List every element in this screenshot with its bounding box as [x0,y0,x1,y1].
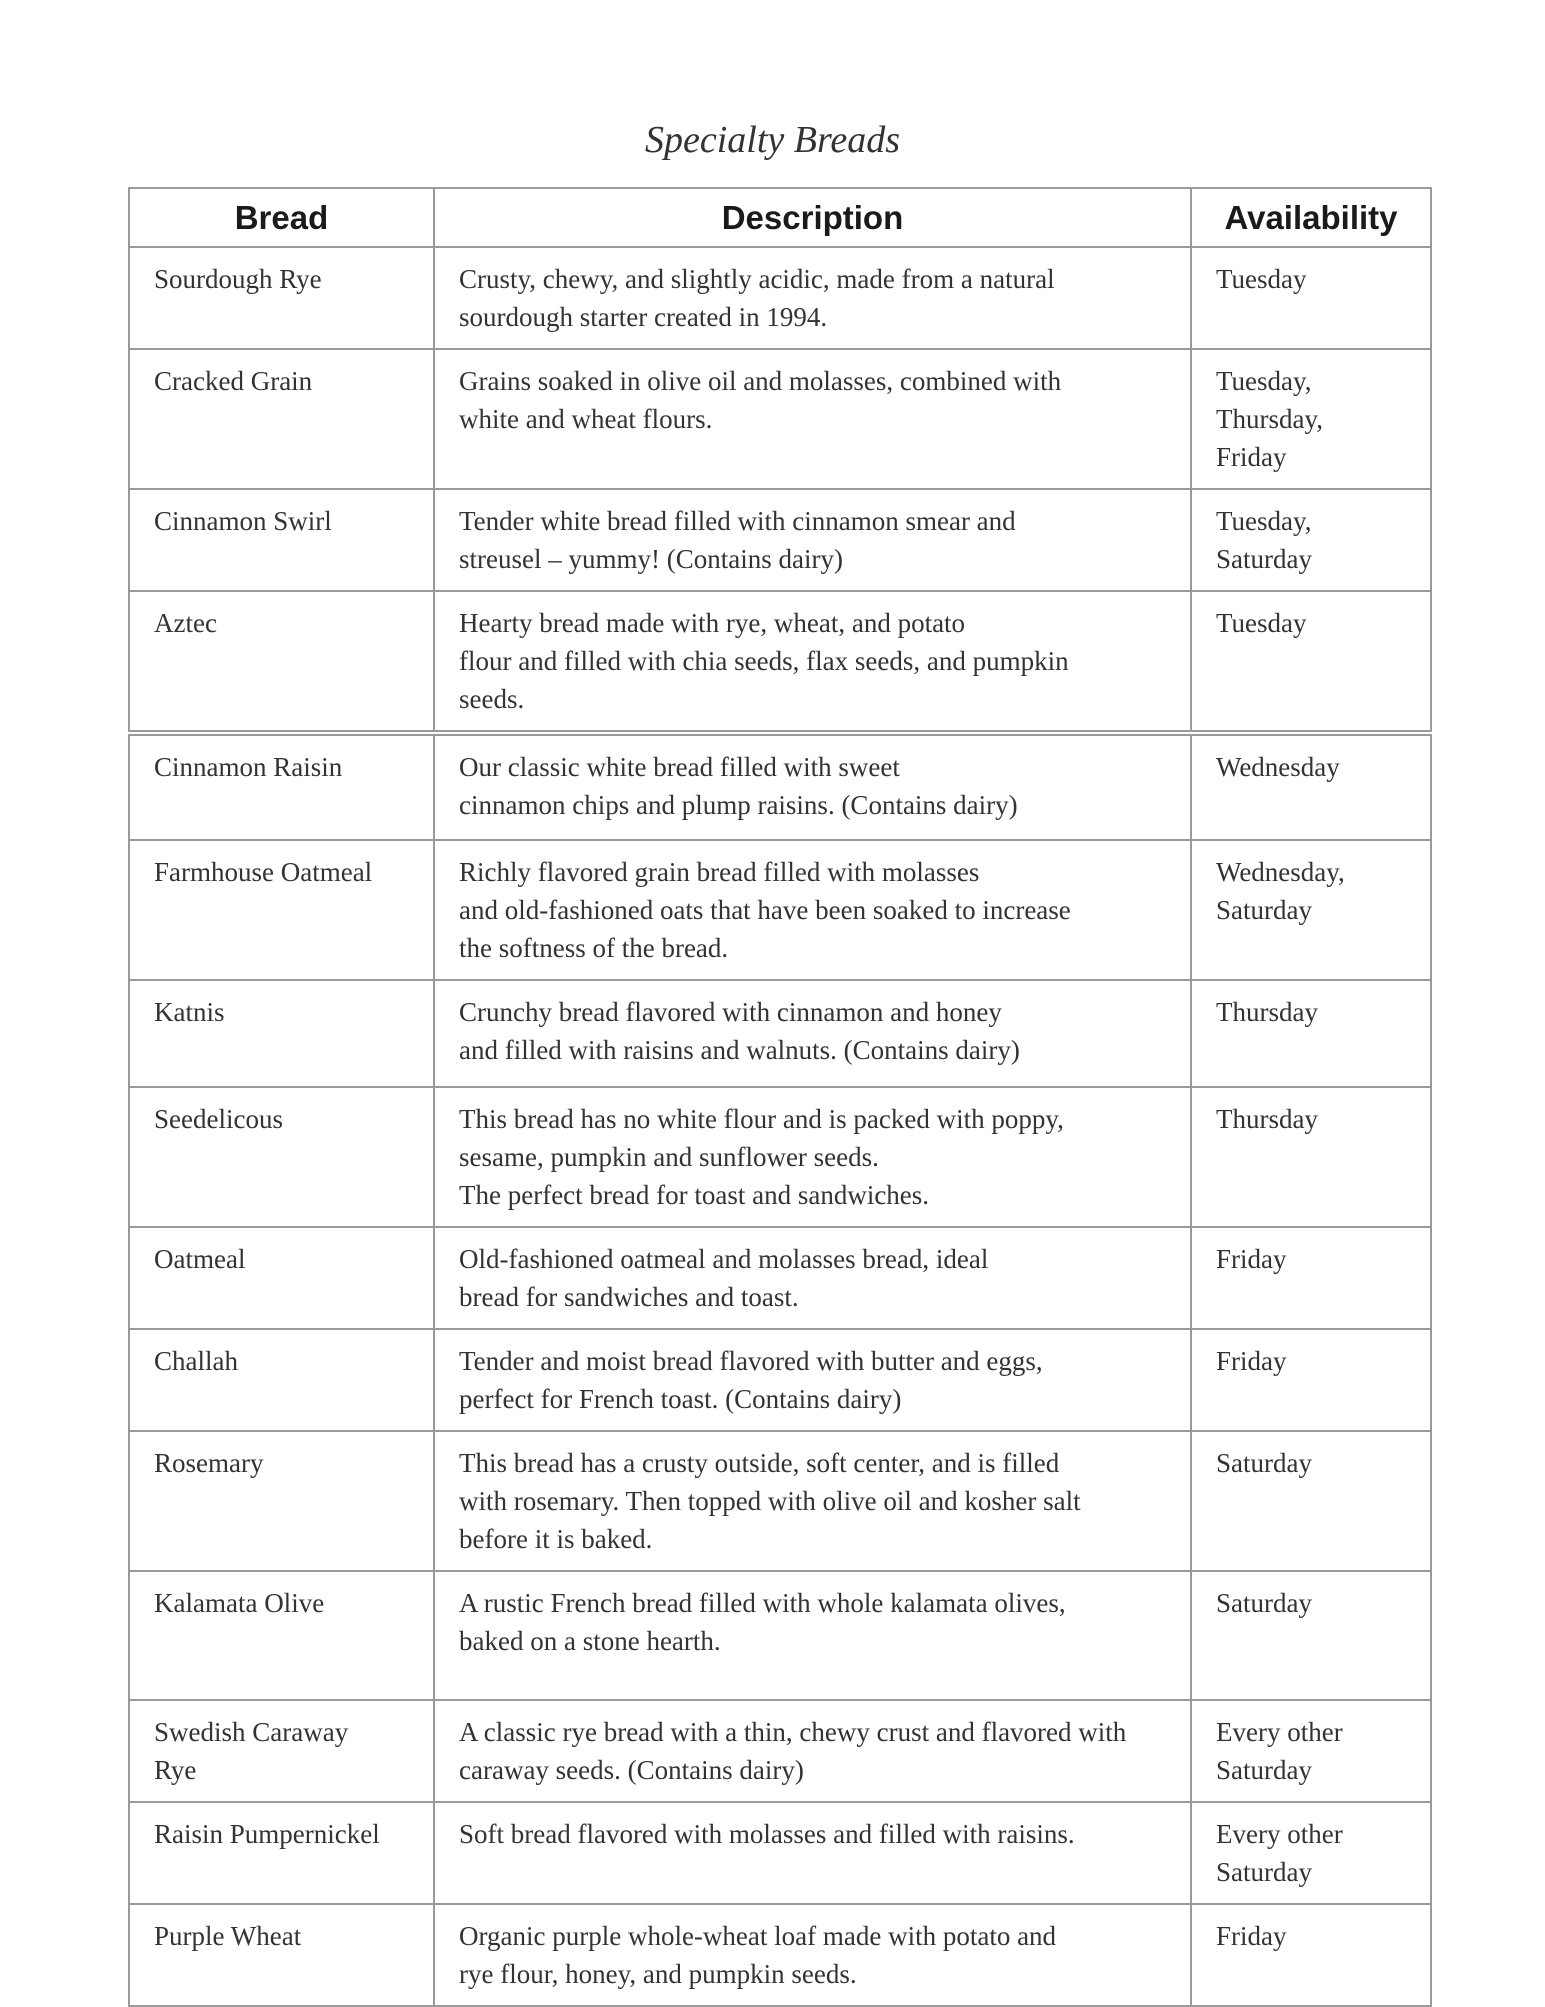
description-line: Organic purple whole-wheat loaf made with potato and [459,1921,1057,1951]
description-line: The perfect bread for toast and sandwiches. [459,1180,930,1210]
bread-name-line: Rosemary [154,1448,264,1478]
availability-line: Every other [1216,1717,1343,1747]
availability-cell [1191,980,1431,1087]
bread-name-line: Sourdough Rye [154,264,322,294]
description-line: Hearty bread made with rye, wheat, and potato [459,608,966,638]
description-line: Tender white bread filled with cinnamon smear and [459,506,1016,536]
bread-name-line: Purple Wheat [154,1921,302,1951]
availability-line: Every other [1216,1819,1343,1849]
availability-line: Saturday [1216,1857,1312,1887]
bread-name-line: Raisin Pumpernickel [154,1819,380,1849]
description-cell [434,489,1191,591]
description-line: the softness of the bread. [459,933,729,963]
bread-name-cell [129,1087,434,1227]
bread-name-line: Aztec [154,608,217,638]
description-line: seeds. [459,684,525,714]
description-line: Our classic white bread filled with sweet [459,752,900,782]
availability-line: Friday [1216,1921,1287,1951]
column-header-availability: Availability [1191,188,1431,247]
availability-line: Wednesday, [1216,857,1345,887]
availability-line: Thursday, [1216,404,1323,434]
description-cell [434,1227,1191,1329]
table-row [129,1227,1431,1329]
table-row [129,591,1431,733]
page-title: Specialty Breads [644,119,900,161]
description-line: and filled with raisins and walnuts. (Contains dairy) [459,1035,1020,1065]
description-line: Soft bread flavored with molasses and filled with raisins. [459,1819,1075,1849]
table-row [129,1431,1431,1571]
availability-cell [1191,1329,1431,1431]
bread-name-line: Challah [154,1346,238,1376]
bread-name-line: Cinnamon Raisin [154,752,343,782]
availability-cell [1191,1700,1431,1802]
description-line: rye flour, honey, and pumpkin seeds. [459,1959,857,1989]
description-line: cinnamon chips and plump raisins. (Contains dairy) [459,790,1018,820]
availability-cell [1191,840,1431,980]
availability-line: Friday [1216,1346,1287,1376]
availability-cell [1191,489,1431,591]
description-line: Crusty, chewy, and slightly acidic, made from a natural [459,264,1055,294]
availability-line: Thursday [1216,1104,1318,1134]
description-line: white and wheat flours. [459,404,713,434]
description-line: with rosemary. Then topped with olive oil and kosher salt [459,1486,1081,1516]
table-row [129,1700,1431,1802]
table-row [129,840,1431,980]
bread-name-cell [129,1571,434,1700]
description-cell [434,247,1191,349]
availability-cell [1191,1904,1431,2006]
availability-cell [1191,1227,1431,1329]
table-row [129,980,1431,1087]
description-line: flour and filled with chia seeds, flax seeds, and pumpkin [459,646,1069,676]
bread-name-cell [129,1904,434,2006]
table-row [129,1087,1431,1227]
description-cell [434,1802,1191,1904]
bread-name-line: Oatmeal [154,1244,246,1274]
availability-line: Tuesday [1216,608,1307,638]
availability-line: Saturday [1216,1448,1312,1478]
description-line: This bread has a crusty outside, soft center, and is filled [459,1448,1060,1478]
availability-cell [1191,1802,1431,1904]
availability-line: Saturday [1216,544,1312,574]
bread-name-cell [129,349,434,489]
bread-name-line: Seedelicous [154,1104,283,1134]
description-line: Richly flavored grain bread filled with molasses [459,857,980,887]
table-row [129,1802,1431,1904]
description-line: baked on a stone hearth. [459,1626,721,1656]
bread-name-line: Kalamata Olive [154,1588,325,1618]
availability-line: Friday [1216,442,1287,472]
bread-name-line: Cinnamon Swirl [154,506,332,536]
availability-cell [1191,1087,1431,1227]
table-header-row [129,188,1431,247]
description-line: This bread has no white flour and is packed with poppy, [459,1104,1064,1134]
description-line: sesame, pumpkin and sunflower seeds. [459,1142,879,1172]
availability-cell [1191,247,1431,349]
description-cell [434,1329,1191,1431]
bread-name-line: Farmhouse Oatmeal [154,857,373,887]
bread-name-cell [129,591,434,733]
bread-name-cell [129,1802,434,1904]
table-row [129,489,1431,591]
bread-name-line: Rye [154,1755,197,1785]
bread-name-cell [129,489,434,591]
description-line: streusel – yummy! (Contains dairy) [459,544,843,574]
availability-cell [1191,591,1431,733]
description-line: caraway seeds. (Contains dairy) [459,1755,804,1785]
table-row [129,247,1431,349]
availability-cell [1191,349,1431,489]
availability-line: Saturday [1216,1755,1312,1785]
availability-line: Wednesday [1216,752,1340,782]
table-row [129,1329,1431,1431]
availability-line: Friday [1216,1244,1287,1274]
availability-line: Tuesday, [1216,366,1312,396]
description-cell [434,840,1191,980]
description-cell [434,980,1191,1087]
description-cell [434,1904,1191,2006]
bread-name-cell [129,1431,434,1571]
description-line: bread for sandwiches and toast. [459,1282,799,1312]
bread-name-cell [129,1329,434,1431]
bread-name-line: Katnis [154,997,225,1027]
availability-cell [1191,1571,1431,1700]
description-cell [434,1571,1191,1700]
bread-name-cell [129,733,434,840]
specialty-breads-table [128,187,1432,2007]
description-line: sourdough starter created in 1994. [459,302,828,332]
description-line: and old-fashioned oats that have been soaked to increase [459,895,1071,925]
table-row [129,1571,1431,1700]
availability-line: Saturday [1216,895,1312,925]
availability-line: Thursday [1216,997,1318,1027]
availability-line: Saturday [1216,1588,1312,1618]
description-line: before it is baked. [459,1524,653,1554]
description-cell [434,591,1191,733]
bread-name-line: Swedish Caraway [154,1717,349,1747]
description-cell [434,1700,1191,1802]
bread-name-cell [129,1227,434,1329]
table-row [129,349,1431,489]
bread-name-cell [129,840,434,980]
bread-name-cell [129,247,434,349]
bread-name-line: Cracked Grain [154,366,313,396]
description-cell [434,349,1191,489]
table-row [129,733,1431,840]
availability-cell [1191,733,1431,840]
description-line: Old-fashioned oatmeal and molasses bread, ideal [459,1244,989,1274]
availability-cell [1191,1431,1431,1571]
description-cell [434,1431,1191,1571]
table-row [129,1904,1431,2006]
description-line: A classic rye bread with a thin, chewy crust and flavored with [459,1717,1127,1747]
availability-line: Tuesday, [1216,506,1312,536]
availability-line: Tuesday [1216,264,1307,294]
column-header-bread: Bread [129,188,434,247]
description-cell [434,1087,1191,1227]
description-line: Grains soaked in olive oil and molasses, combined with [459,366,1062,396]
description-line: Crunchy bread flavored with cinnamon and honey [459,997,1002,1027]
bread-name-cell [129,980,434,1087]
description-line: A rustic French bread filled with whole kalamata olives, [459,1588,1066,1618]
column-header-description: Description [434,188,1191,247]
description-line: Tender and moist bread flavored with butter and eggs, [459,1346,1043,1376]
description-cell [434,733,1191,840]
table-body [129,247,1431,2006]
description-line: perfect for French toast. (Contains dairy) [459,1384,902,1414]
bread-name-cell [129,1700,434,1802]
